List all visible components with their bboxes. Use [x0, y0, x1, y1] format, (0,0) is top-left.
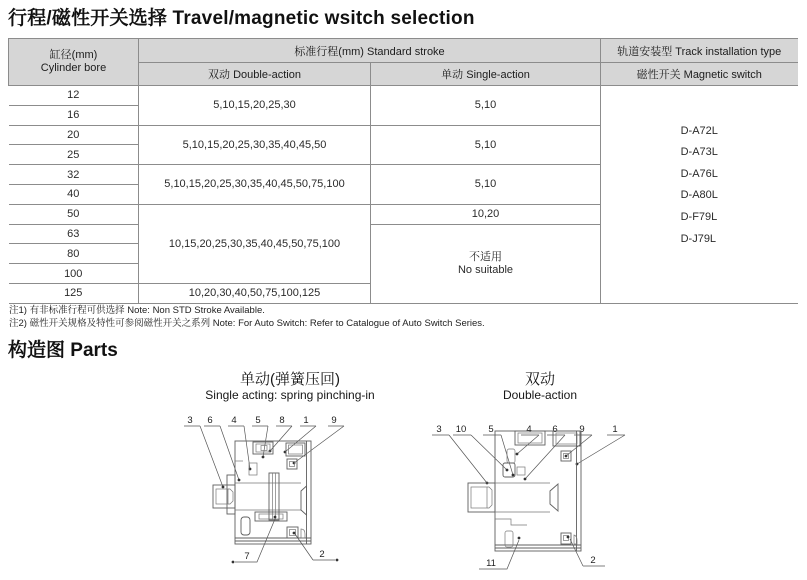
single-stroke-no-suitable-cell — [371, 224, 601, 303]
double-action-diagram-title — [440, 371, 640, 402]
callout-label: 3 — [187, 415, 193, 426]
double-action-title-cn: 双动 — [524, 371, 555, 388]
double-stroke-cell: 5,10,15,20,25,30,35,40,45,50 — [139, 125, 371, 165]
table-row — [9, 86, 798, 106]
switch-model: D-A72L — [680, 124, 718, 137]
bore-cell: 125 — [9, 283, 139, 303]
single-acting-diagram — [183, 403, 398, 575]
callout-label: 2 — [590, 555, 596, 566]
callout-label: 1 — [303, 415, 309, 426]
callout-label: 5 — [255, 415, 261, 426]
single-stroke-cell: 5,10 — [371, 86, 601, 126]
callout-label: 6 — [207, 415, 213, 426]
no-suitable-cn: 不适用 — [469, 250, 502, 263]
magnetic-switch-cell — [601, 86, 798, 304]
col-header-double-action: 双动 Double-action — [139, 63, 371, 86]
magnetic-switch-list — [681, 121, 718, 251]
bore-cell: 63 — [9, 224, 139, 244]
parts-heading: 构造图 Parts — [8, 340, 118, 361]
callout-label: 3 — [436, 424, 442, 435]
double-stroke-cell: 5,10,15,20,25,30,35,40,45,50,75,100 — [139, 165, 371, 205]
double-action-title-en: Double-action — [502, 388, 578, 402]
table-notes — [9, 305, 485, 330]
single-stroke-cell: 5,10 — [371, 165, 601, 205]
callout-label: 7 — [244, 551, 250, 562]
col-header-bore-cn: 缸径(mm) — [49, 49, 98, 61]
callout-label: 1 — [612, 424, 618, 435]
single-stroke-cell: 10,20 — [371, 204, 601, 224]
bore-cell: 80 — [9, 244, 139, 264]
col-header-magnetic-switch: 磁性开关 Magnetic switch — [601, 63, 798, 86]
bore-cell: 20 — [9, 125, 139, 145]
double-action-diagram — [433, 403, 655, 579]
single-acting-title-cn: 单动(弹簧压回) — [240, 371, 340, 388]
note-1: 注1) 有非标准行程可供选择 Note: Non STD Stroke Available. — [9, 305, 265, 316]
callout-label: 9 — [331, 415, 337, 426]
callout-label: 6 — [552, 424, 558, 435]
bore-cell: 100 — [9, 264, 139, 284]
switch-model: D-A73L — [680, 146, 718, 159]
single-stroke-cell: 5,10 — [371, 125, 601, 165]
stroke-selection-table — [8, 38, 798, 304]
single-acting-diagram-title — [190, 371, 390, 402]
bore-cell: 12 — [9, 86, 139, 106]
callout-label: 4 — [526, 424, 532, 435]
double-stroke-cell: 5,10,15,20,25,30 — [139, 86, 371, 126]
bore-cell: 16 — [9, 105, 139, 125]
bore-cell: 32 — [9, 165, 139, 185]
callout-label: 8 — [279, 415, 285, 426]
col-header-track-type: 轨道安装型 Track installation type — [601, 39, 798, 63]
note-2: 注2) 磁性开关规格及特性可参阅磁性开关之系列 Note: For Auto Switch: Refer to Catalogue of Auto Switch Series. — [9, 317, 485, 329]
col-header-single-action: 单动 Single-action — [371, 63, 601, 86]
switch-model: D-A76L — [680, 167, 718, 180]
callout-label: 9 — [579, 424, 585, 435]
single-acting-title-en: Single acting: spring pinching-in — [205, 388, 375, 402]
bore-cell: 50 — [9, 204, 139, 224]
switch-model: D-A80L — [680, 189, 718, 202]
double-stroke-cell: 10,20,30,40,50,75,100,125 — [139, 283, 371, 303]
col-header-bore-en: Cylinder bore — [40, 62, 107, 74]
callout-label: 4 — [231, 415, 237, 426]
page-title: 行程/磁性开关选择 Travel/magnetic wsitch selection — [8, 8, 475, 29]
col-header-standard-stroke: 标准行程(mm) Standard stroke — [139, 39, 601, 63]
switch-model: D-J79L — [680, 232, 717, 245]
callout-label: 11 — [486, 558, 496, 569]
double-stroke-cell: 10,15,20,25,30,35,40,45,50,75,100 — [139, 204, 371, 283]
bore-cell: 25 — [9, 145, 139, 165]
callout-label: 5 — [488, 424, 494, 435]
no-suitable-en: No suitable — [457, 263, 514, 276]
col-header-cylinder-bore — [9, 39, 139, 86]
callout-label: 10 — [455, 424, 467, 435]
callout-label: 2 — [319, 549, 325, 560]
switch-model: D-F79L — [680, 210, 718, 223]
bore-cell: 40 — [9, 184, 139, 204]
